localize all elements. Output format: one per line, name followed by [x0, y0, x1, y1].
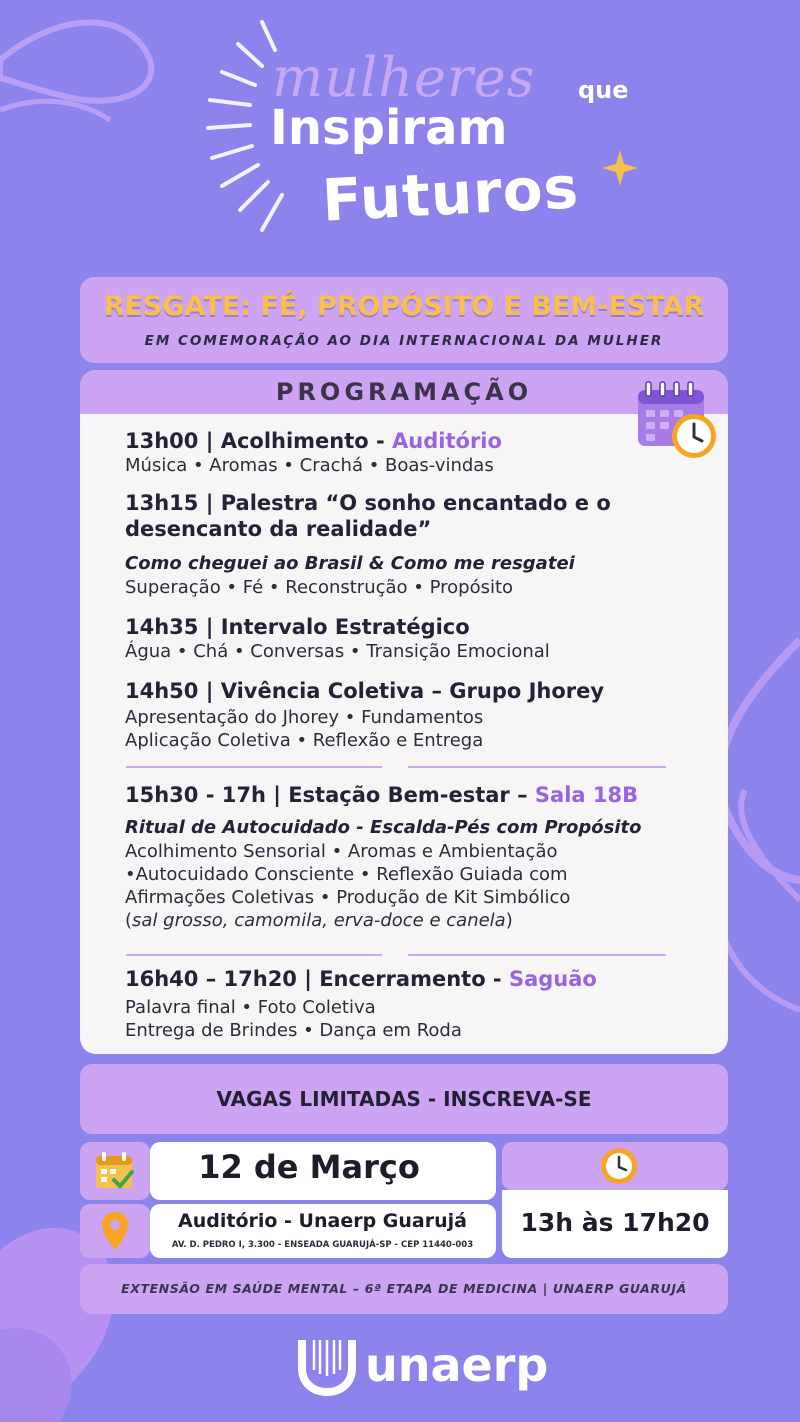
item-4-line-2: Aplicação Coletiva • Reflexão e Entrega	[125, 730, 484, 751]
divider-left-2	[126, 954, 382, 956]
schedule-item-4	[125, 678, 685, 752]
schedule-item-6	[125, 966, 685, 1042]
item-6-head: 16h40 – 17h20 | Encerramento -	[125, 967, 502, 991]
location-pin-icon	[100, 1210, 130, 1252]
venue-address: AV. D. PEDRO I, 3.300 - ENSEADA GUARUJÁ-SP - CEP 11440-003	[171, 1240, 474, 1250]
program-card	[80, 370, 728, 1054]
theme-title: RESGATE: FÉ, PROPÓSITO E BEM-ESTAR	[103, 291, 705, 322]
item-6-line-2: Entrega de Brindes • Dança em Roda	[125, 1020, 462, 1041]
clock-icon	[599, 1146, 639, 1186]
item-5-line-3: Afirmações Coletivas • Produção de Kit Simbólico	[125, 887, 571, 908]
divider-right-1	[408, 766, 666, 768]
schedule-item-5: 15h30 - 17h | Estação Bem-estar – Sala 18B Ritual de Autocuidado - Escalda-Pés com Propósito Acolhimento Sensorial • Aromas e Ambientação •Autocuidado Consciente • Reflexão Guiada com Afirmações Coletivas • Produção de Kit Simbólico (sal grosso, camomila, erva-doce e canela)	[125, 782, 685, 932]
item-2-line-1: Superação • Fé • Reconstrução • Propósito	[125, 577, 514, 598]
item-5-head: 15h30 - 17h | Estação Bem-estar –	[125, 783, 528, 807]
theme-banner	[80, 277, 728, 363]
item-5-line-2: •Autocuidado Consciente • Reflexão Guiada com	[125, 864, 568, 885]
signup-label[interactable]: VAGAS LIMITADAS - INSCREVA-SE	[216, 1087, 592, 1111]
theme-subtitle: EM COMEMORAÇÃO AO DIA INTERNACIONAL DA MULHER	[144, 333, 664, 349]
divider-left-1	[126, 766, 382, 768]
item-6-line-1: Palavra final • Foto Coletiva	[125, 997, 376, 1018]
signup-banner[interactable]	[80, 1064, 728, 1134]
item-3-line-1: Água • Chá • Conversas • Transição Emocional	[125, 641, 550, 662]
event-date: 12 de Março	[198, 1148, 420, 1186]
schedule-item-1	[125, 428, 685, 477]
program-header	[80, 370, 728, 414]
item-1-place: Auditório	[392, 429, 502, 453]
item-5-line-1: Acolhimento Sensorial • Aromas e Ambientação	[125, 841, 558, 862]
title-inspiram: Inspiram	[270, 100, 508, 156]
item-2-head-2: desencanto da realidade”	[125, 517, 432, 541]
item-1-head: 13h00 | Acolhimento -	[125, 429, 385, 453]
item-2-emphasis: Como cheguei ao Brasil & Como me resgatei	[125, 553, 575, 574]
divider-right-2	[408, 954, 666, 956]
schedule-item-2	[125, 490, 685, 599]
item-5-italic-line: sal grosso, camomila, erva-doce e canela	[132, 910, 506, 931]
program-heading: PROGRAMAÇÃO	[275, 378, 533, 406]
item-2-head: 13h15 | Palestra “O sonho encantado e o	[125, 491, 611, 515]
title-que: que	[578, 76, 629, 104]
title-mulheres: mulheres	[272, 46, 536, 109]
schedule-item-3	[125, 614, 685, 663]
unaerp-logo-text: unaerp	[365, 1338, 549, 1392]
item-6-place: Saguão	[508, 967, 597, 991]
item-1-line-1: Música • Aromas • Crachá • Boas-vindas	[125, 455, 494, 476]
venue-name: Auditório - Unaerp Guarujá	[178, 1210, 467, 1232]
item-4-head: 14h50 | Vivência Coletiva – Grupo Jhorey	[125, 679, 605, 703]
organizer-text: EXTENSÃO EM SAÚDE MENTAL – 6ª ETAPA DE MEDICINA | UNAERP GUARUJÁ	[121, 1281, 687, 1296]
item-5-place: Sala 18B	[534, 783, 639, 807]
calendar-check-icon	[94, 1150, 136, 1192]
event-time: 13h às 17h20	[520, 1208, 710, 1237]
item-4-line-1: Apresentação do Jhorey • Fundamentos	[125, 707, 484, 728]
item-5-emphasis: Ritual de Autocuidado - Escalda-Pés com Propósito	[125, 817, 642, 838]
organizer-band	[80, 1264, 728, 1314]
item-3-head: 14h35 | Intervalo Estratégico	[125, 615, 470, 639]
unaerp-logo-mark	[296, 1336, 358, 1396]
title-futuros: Futuros	[320, 153, 581, 235]
